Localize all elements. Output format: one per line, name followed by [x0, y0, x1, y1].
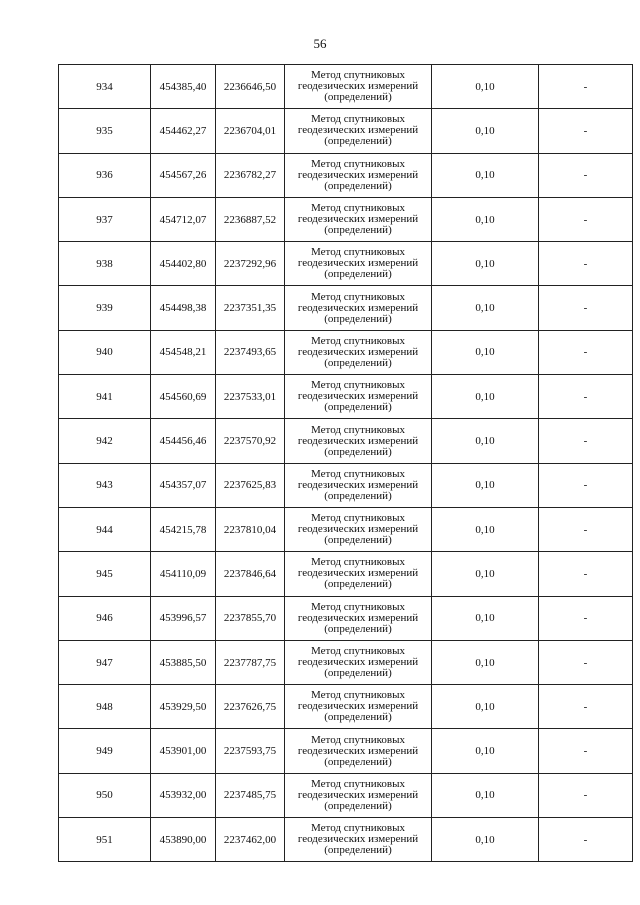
coordinates-table — [58, 64, 633, 862]
method-cell — [285, 286, 432, 330]
x-coordinate-cell: 453929,50 — [151, 685, 216, 729]
point-number-cell: 936 — [59, 153, 151, 197]
table-body — [59, 65, 633, 862]
x-coordinate-cell: 454402,80 — [151, 242, 216, 286]
method-line: геодезических измерений — [297, 788, 419, 801]
extra-cell: - — [539, 507, 633, 551]
method-line: (определений) — [324, 312, 392, 325]
method-line: (определений) — [324, 179, 392, 192]
method-line: геодезических измерений — [297, 124, 419, 137]
method-cell — [285, 729, 432, 773]
method-line: Метод спутниковых — [311, 290, 405, 303]
extra-cell: - — [539, 596, 633, 640]
table-row — [59, 153, 633, 197]
method-line: геодезических измерений — [297, 700, 419, 713]
method-cell — [285, 375, 432, 419]
accuracy-cell: 0,10 — [432, 375, 539, 419]
point-number-cell: 934 — [59, 65, 151, 109]
table-row — [59, 375, 633, 419]
accuracy-cell: 0,10 — [432, 153, 539, 197]
extra-cell: - — [539, 242, 633, 286]
x-coordinate-cell: 454357,07 — [151, 463, 216, 507]
method-line: геодезических измерений — [297, 345, 419, 358]
method-line: геодезических измерений — [297, 301, 419, 314]
x-coordinate-cell: 454462,27 — [151, 109, 216, 153]
point-number-cell: 947 — [59, 640, 151, 684]
x-coordinate-cell: 454548,21 — [151, 330, 216, 374]
method-line: (определений) — [324, 356, 392, 369]
method-cell — [285, 65, 432, 109]
table-row — [59, 685, 633, 729]
accuracy-cell: 0,10 — [432, 685, 539, 729]
table-row — [59, 419, 633, 463]
method-cell — [285, 197, 432, 241]
point-number-cell: 942 — [59, 419, 151, 463]
x-coordinate-cell: 454215,78 — [151, 507, 216, 551]
table-row — [59, 197, 633, 241]
method-line: геодезических измерений — [297, 257, 419, 270]
point-number-cell: 944 — [59, 507, 151, 551]
extra-cell: - — [539, 197, 633, 241]
x-coordinate-cell: 454567,26 — [151, 153, 216, 197]
y-coordinate-cell: 2237292,96 — [216, 242, 285, 286]
method-line: Метод спутниковых — [311, 69, 405, 82]
accuracy-cell: 0,10 — [432, 286, 539, 330]
extra-cell: - — [539, 375, 633, 419]
point-number-cell: 949 — [59, 729, 151, 773]
y-coordinate-cell: 2237485,75 — [216, 773, 285, 817]
method-line: Метод спутниковых — [311, 157, 405, 170]
x-coordinate-cell: 453932,00 — [151, 773, 216, 817]
point-number-cell: 943 — [59, 463, 151, 507]
accuracy-cell: 0,10 — [432, 419, 539, 463]
method-line: (определений) — [324, 91, 392, 104]
method-line: Метод спутниковых — [311, 600, 405, 613]
method-cell — [285, 109, 432, 153]
y-coordinate-cell: 2236782,27 — [216, 153, 285, 197]
table-row — [59, 330, 633, 374]
point-number-cell: 951 — [59, 818, 151, 862]
table-row — [59, 242, 633, 286]
point-number-cell: 938 — [59, 242, 151, 286]
method-line: Метод спутниковых — [311, 512, 405, 525]
extra-cell: - — [539, 729, 633, 773]
extra-cell: - — [539, 818, 633, 862]
point-number-cell: 941 — [59, 375, 151, 419]
method-cell — [285, 153, 432, 197]
method-line: Метод спутниковых — [311, 645, 405, 657]
method-line: (определений) — [324, 534, 392, 547]
x-coordinate-cell: 454110,09 — [151, 552, 216, 596]
x-coordinate-cell: 454560,69 — [151, 375, 216, 419]
extra-cell: - — [539, 773, 633, 817]
method-line: (определений) — [324, 489, 392, 502]
method-cell — [285, 640, 432, 684]
method-line: Метод спутниковых — [311, 822, 405, 835]
accuracy-cell: 0,10 — [432, 197, 539, 241]
method-line: (определений) — [324, 445, 392, 458]
accuracy-cell: 0,10 — [432, 640, 539, 684]
table-row — [59, 286, 633, 330]
extra-cell: - — [539, 640, 633, 684]
accuracy-cell: 0,10 — [432, 729, 539, 773]
accuracy-cell: 0,10 — [432, 242, 539, 286]
y-coordinate-cell: 2237570,92 — [216, 419, 285, 463]
y-coordinate-cell: 2236887,52 — [216, 197, 285, 241]
method-cell — [285, 596, 432, 640]
extra-cell: - — [539, 552, 633, 596]
method-line: (определений) — [324, 667, 392, 679]
method-cell — [285, 330, 432, 374]
y-coordinate-cell: 2237855,70 — [216, 596, 285, 640]
y-coordinate-cell: 2237625,83 — [216, 463, 285, 507]
table-row — [59, 109, 633, 153]
method-line: (определений) — [324, 799, 392, 812]
y-coordinate-cell: 2237846,64 — [216, 552, 285, 596]
accuracy-cell: 0,10 — [432, 552, 539, 596]
method-line: Метод спутниковых — [311, 733, 405, 746]
point-number-cell: 939 — [59, 286, 151, 330]
method-line: Метод спутниковых — [311, 379, 405, 392]
y-coordinate-cell: 2237493,65 — [216, 330, 285, 374]
method-cell — [285, 552, 432, 596]
extra-cell: - — [539, 109, 633, 153]
method-cell — [285, 507, 432, 551]
table-row — [59, 640, 633, 684]
x-coordinate-cell: 454456,46 — [151, 419, 216, 463]
point-number-cell: 950 — [59, 773, 151, 817]
table-row — [59, 552, 633, 596]
method-line: Метод спутниковых — [311, 113, 405, 126]
method-line: Метод спутниковых — [311, 202, 405, 215]
accuracy-cell: 0,10 — [432, 330, 539, 374]
method-cell — [285, 685, 432, 729]
method-line: геодезических измерений — [297, 523, 419, 536]
extra-cell: - — [539, 330, 633, 374]
table-row — [59, 773, 633, 817]
y-coordinate-cell: 2237351,35 — [216, 286, 285, 330]
point-number-cell: 948 — [59, 685, 151, 729]
accuracy-cell: 0,10 — [432, 109, 539, 153]
method-line: Метод спутниковых — [311, 246, 405, 259]
method-cell — [285, 242, 432, 286]
y-coordinate-cell: 2237533,01 — [216, 375, 285, 419]
point-number-cell: 946 — [59, 596, 151, 640]
method-line: (определений) — [324, 844, 392, 857]
accuracy-cell: 0,10 — [432, 463, 539, 507]
x-coordinate-cell: 454498,38 — [151, 286, 216, 330]
extra-cell: - — [539, 685, 633, 729]
method-line: Метод спутниковых — [311, 777, 405, 790]
accuracy-cell: 0,10 — [432, 596, 539, 640]
table-row — [59, 729, 633, 773]
table-row — [59, 463, 633, 507]
accuracy-cell: 0,10 — [432, 507, 539, 551]
method-cell — [285, 463, 432, 507]
method-cell — [285, 419, 432, 463]
method-line: (определений) — [324, 135, 392, 148]
method-line: (определений) — [324, 622, 392, 635]
x-coordinate-cell: 454385,40 — [151, 65, 216, 109]
accuracy-cell: 0,10 — [432, 773, 539, 817]
point-number-cell: 937 — [59, 197, 151, 241]
y-coordinate-cell: 2236646,50 — [216, 65, 285, 109]
y-coordinate-cell: 2237462,00 — [216, 818, 285, 862]
x-coordinate-cell: 454712,07 — [151, 197, 216, 241]
method-line: Метод спутниковых — [311, 689, 405, 702]
y-coordinate-cell: 2236704,01 — [216, 109, 285, 153]
table-row — [59, 596, 633, 640]
x-coordinate-cell: 453996,57 — [151, 596, 216, 640]
method-line: геодезических измерений — [297, 213, 419, 226]
method-line: Метод спутниковых — [311, 423, 405, 436]
method-line: геодезических измерений — [297, 744, 419, 757]
extra-cell: - — [539, 419, 633, 463]
method-line: геодезических измерений — [297, 567, 419, 580]
method-cell — [285, 773, 432, 817]
page-number: 56 — [313, 36, 327, 51]
method-line: (определений) — [324, 755, 392, 768]
method-line: геодезических измерений — [297, 434, 419, 447]
method-line: геодезических измерений — [297, 656, 419, 668]
extra-cell: - — [539, 153, 633, 197]
extra-cell: - — [539, 65, 633, 109]
table-row — [59, 65, 633, 109]
accuracy-cell: 0,10 — [432, 818, 539, 862]
table-row — [59, 507, 633, 551]
point-number-cell: 945 — [59, 552, 151, 596]
method-line: Метод спутниковых — [311, 334, 405, 347]
y-coordinate-cell: 2237626,75 — [216, 685, 285, 729]
method-line: (определений) — [324, 268, 392, 281]
method-line: Метод спутниковых — [311, 556, 405, 569]
method-line: геодезических измерений — [297, 611, 419, 624]
y-coordinate-cell: 2237787,75 — [216, 640, 285, 684]
method-line: геодезических измерений — [297, 80, 419, 93]
method-line: геодезических измерений — [297, 168, 419, 181]
accuracy-cell: 0,10 — [432, 65, 539, 109]
method-line: (определений) — [324, 224, 392, 237]
method-line: геодезических измерений — [297, 478, 419, 491]
y-coordinate-cell: 2237810,04 — [216, 507, 285, 551]
x-coordinate-cell: 453901,00 — [151, 729, 216, 773]
method-line: Метод спутниковых — [311, 467, 405, 480]
y-coordinate-cell: 2237593,75 — [216, 729, 285, 773]
x-coordinate-cell: 453885,50 — [151, 640, 216, 684]
method-line: геодезических измерений — [297, 833, 419, 846]
method-line: (определений) — [324, 578, 392, 591]
method-line: (определений) — [324, 711, 392, 724]
method-line: геодезических измерений — [297, 390, 419, 403]
extra-cell: - — [539, 286, 633, 330]
extra-cell: - — [539, 463, 633, 507]
table-row — [59, 818, 633, 862]
point-number-cell: 940 — [59, 330, 151, 374]
method-line: (определений) — [324, 401, 392, 414]
method-cell — [285, 818, 432, 862]
point-number-cell: 935 — [59, 109, 151, 153]
x-coordinate-cell: 453890,00 — [151, 818, 216, 862]
